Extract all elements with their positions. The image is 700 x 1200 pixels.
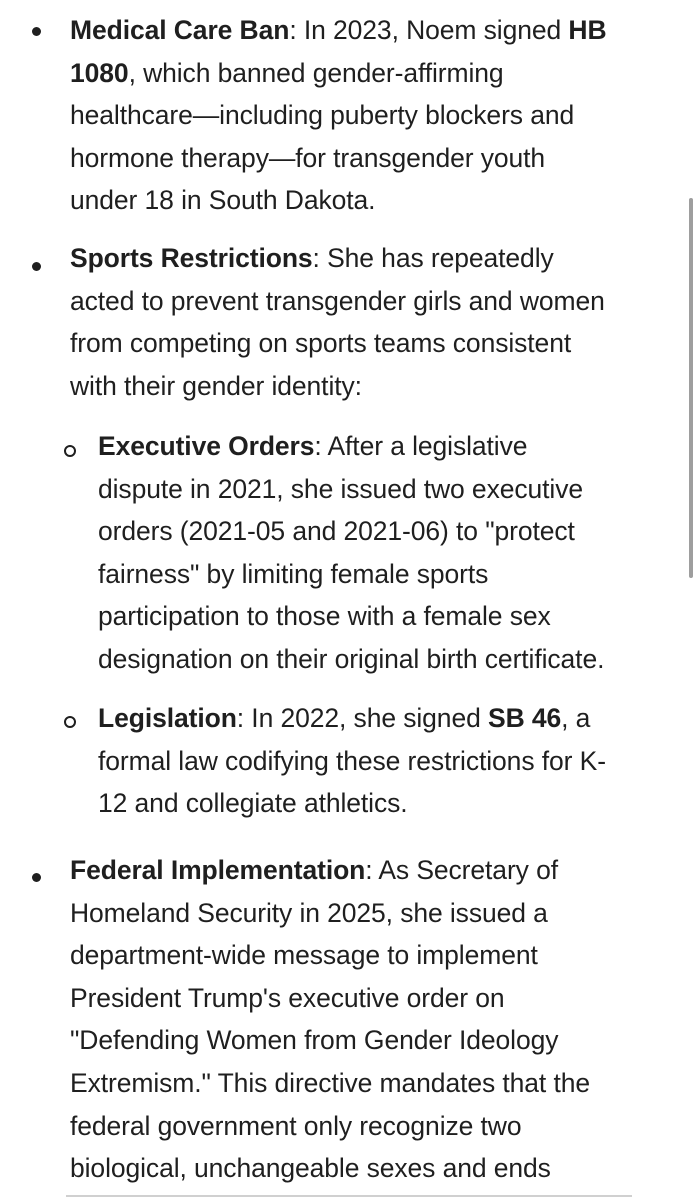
bullet-disc-icon — [32, 873, 41, 882]
item-heading: Sports Restrictions — [70, 243, 313, 273]
list-item-federal-implementation: Federal Implementation: As Secretary of Homeland Security in 2025, she issued a department-wide message to implement President Trump's executive order on "Defending Women from Gender Ideology Extremism." This directive mandates that the federal government only recognize two biological, unchangeable sexes and ends — [70, 855, 590, 1184]
bullet-disc-icon — [32, 27, 41, 36]
item-heading: Legislation — [98, 703, 237, 733]
bullet-disc-icon — [32, 262, 41, 271]
bullet-circle-icon — [64, 716, 76, 728]
list-item-sports-restrictions: Sports Restrictions: She has repeatedly acted to prevent transgender girls and women from competing on sports teams consistent with their gender identity: — [70, 243, 605, 401]
bill-name: HB — [568, 15, 607, 45]
sub-item-legislation: Legislation: In 2022, she signed SB 46, a formal law codifying these restrictions for K- 12 and collegiate athletics. — [98, 703, 606, 819]
vertical-scrollbar[interactable] — [689, 198, 693, 578]
sub-item-executive-orders: Executive Orders: After a legislative dispute in 2021, she issued two executive orders (2021-05 and 2021-06) to "protect fairness" by limiting female sports participation to those with a female sex designation on their original birth certificate. — [98, 431, 605, 674]
divider — [66, 1195, 632, 1197]
list-item-medical-care-ban: Medical Care Ban: In 2023, Noem signed HB 1080, which banned gender-affirming healthcare—including puberty blockers and hormone therapy—for transgender youth under 18 in South Dakota. — [70, 15, 607, 216]
item-heading: Medical Care Ban — [70, 15, 290, 45]
item-heading: Executive Orders — [98, 431, 315, 461]
bullet-circle-icon — [64, 445, 76, 457]
item-heading: Federal Implementation — [70, 855, 366, 885]
bill-name: SB 46 — [488, 703, 562, 733]
bill-number: 1080 — [70, 57, 129, 88]
